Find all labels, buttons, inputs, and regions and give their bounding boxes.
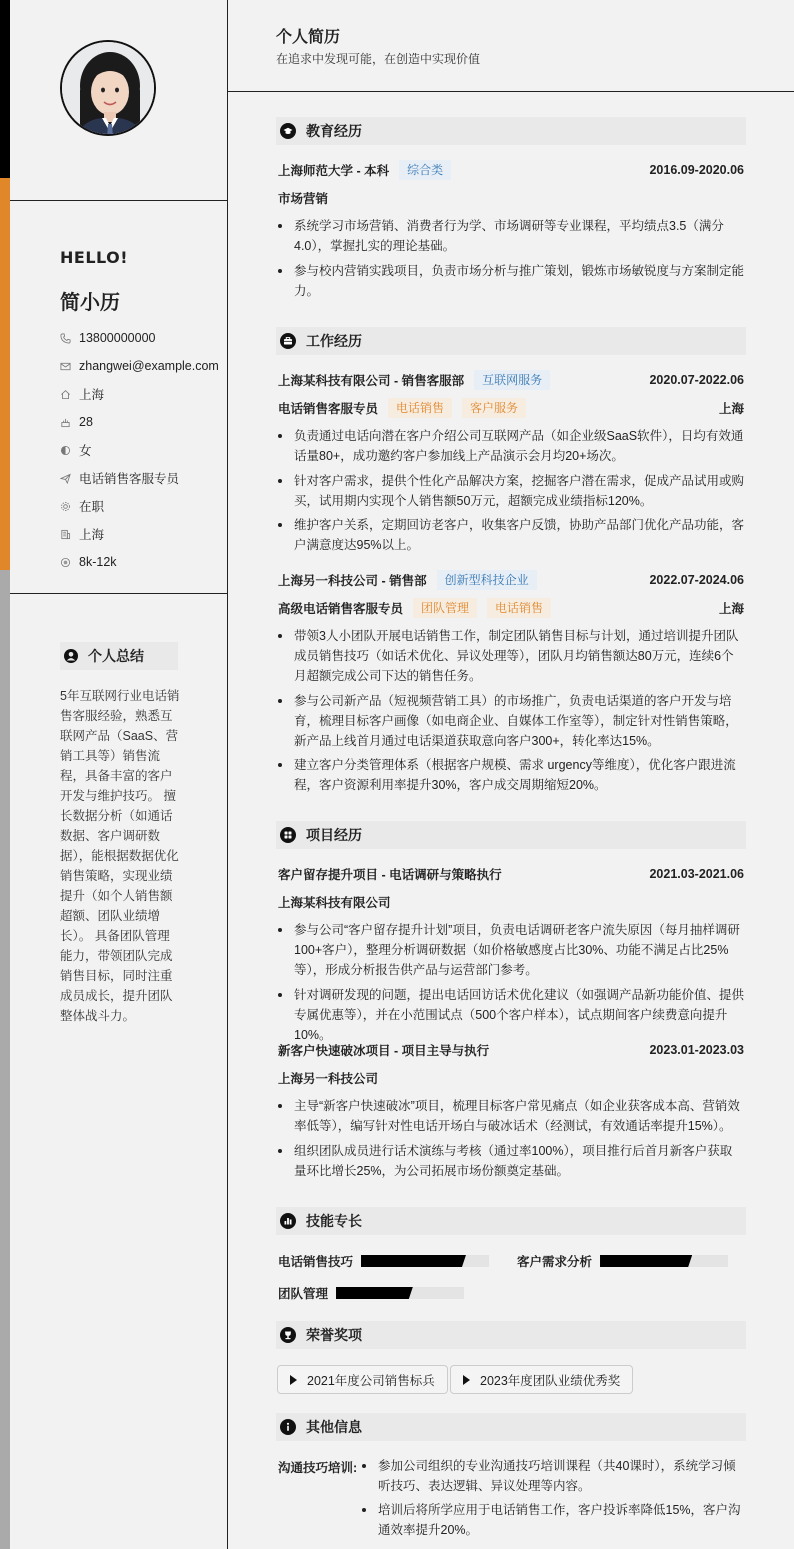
skill-item <box>517 1251 728 1271</box>
work-city-value: 上海 <box>79 528 105 542</box>
skill-name: 客户需求分析 <box>517 1255 593 1269</box>
trophy-icon <box>280 1327 296 1343</box>
skills-title: 技能专长 <box>306 1213 362 1229</box>
coin-icon <box>60 557 71 568</box>
status-row <box>60 492 228 520</box>
projects-heading <box>276 821 746 849</box>
list-item: 系统学习市场营销、消费者行为学、市场调研等专业课程，平均绩点3.5（满分4.0），掌握扎实的理论基础。 <box>278 216 744 256</box>
project-1-row <box>278 864 744 884</box>
awards-heading <box>276 1321 746 1349</box>
school-type-tag: 综合类 <box>399 160 451 180</box>
awards-title: 荣誉奖项 <box>306 1327 362 1343</box>
summary-title: 个人总结 <box>88 648 144 664</box>
skill-item <box>278 1283 464 1303</box>
avatar <box>60 40 156 136</box>
info-icon <box>280 1419 296 1435</box>
salary-row <box>60 548 228 576</box>
project-period: 2023.01-2023.03 <box>649 1043 744 1057</box>
age-row <box>60 408 228 436</box>
play-icon <box>463 1375 470 1385</box>
send-icon <box>60 473 71 484</box>
gear-icon <box>60 501 71 512</box>
summary-heading <box>60 642 178 670</box>
job-position: 电话销售客服专员 <box>278 402 379 416</box>
job-company: 上海另一科技公司 - 销售部 <box>278 574 427 588</box>
gender-row <box>60 436 228 464</box>
contact-info <box>60 324 228 576</box>
job-2-row <box>278 570 744 590</box>
skill-name: 电话销售技巧 <box>278 1255 354 1269</box>
job-position: 高级电话销售客服专员 <box>278 602 404 616</box>
job-target-value: 电话销售客服专员 <box>79 472 180 486</box>
skill-bar <box>600 1255 728 1267</box>
list-item: 主导“新客户快速破冰”项目，梳理目标客户常见痛点（如企业获客成本高、营销效率低等），编写针对性电话开场白与破冰话术（经测试，有效通话率提升15%）。 <box>278 1096 744 1136</box>
industry-tag: 创新型科技企业 <box>437 570 537 590</box>
school-name: 上海师范大学 - 本科 <box>278 164 390 178</box>
project-2-row <box>278 1040 744 1060</box>
gender-icon <box>60 445 71 456</box>
skill-bar-fill <box>361 1255 466 1267</box>
project-org: 上海某科技有限公司 <box>278 896 391 910</box>
skill-tag: 电话销售 <box>388 398 452 418</box>
education-row <box>278 160 744 180</box>
job-location: 上海 <box>718 402 744 416</box>
page-title: 个人简历 <box>276 29 341 46</box>
list-item: 组织团队成员进行话术演练与考核（通过率100%），项目推行后首月新客户获取量环比增长25%，为公司拓展市场份额奠定基础。 <box>278 1141 744 1181</box>
list-item: 针对调研发现的问题，提出电话回访话术优化建议（如强调产品新功能价值、提供专属优惠等），并在小范围试点（500个客户样本），试点期间客户续费意向提升10%。 <box>278 985 744 1045</box>
job-period: 2020.07-2022.06 <box>649 373 744 387</box>
major: 市场营销 <box>278 192 329 206</box>
project-name: 新客户快速破冰项目 - 项目主导与执行 <box>278 1044 490 1058</box>
grid-icon <box>280 827 296 843</box>
phone-row <box>60 324 228 352</box>
job-1-position-row <box>278 398 744 418</box>
education-title: 教育经历 <box>306 123 362 139</box>
list-item: 参与公司新产品（短视频营销工具）的市场推广，负责电话渠道的客户开发与培育，梳理目标客户画像（如电商企业、自媒体工作室等），制定针对性销售策略，新产品上线首月通过电话渠道获取意向客户300+，转化率达15%。 <box>278 691 744 751</box>
skill-bar <box>336 1287 464 1299</box>
other-label: 沟通技巧培训: <box>278 1461 358 1475</box>
industry-tag: 互联网服务 <box>474 370 550 390</box>
cake-icon <box>60 417 71 428</box>
home-icon <box>60 389 71 400</box>
award-item <box>450 1365 633 1394</box>
city-value: 上海 <box>79 388 105 402</box>
job-period: 2022.07-2024.06 <box>649 573 744 587</box>
list-item: 维护客户关系，定期回访老客户，收集客户反馈，协助产品部门优化产品功能，客户满意度达95%以上。 <box>278 515 744 555</box>
project-name: 客户留存提升项目 - 电话调研与策略执行 <box>278 868 502 882</box>
mail-icon <box>60 361 71 372</box>
project-org: 上海另一科技公司 <box>278 1072 379 1086</box>
job-location: 上海 <box>718 602 744 616</box>
gender-value: 女 <box>79 444 92 458</box>
projects-title: 项目经历 <box>306 827 362 843</box>
skill-bar-fill <box>600 1255 692 1267</box>
list-item: 参加公司组织的专业沟通技巧培训课程（共40课时），系统学习倾听技巧、表达逻辑、异议处理等内容。 <box>362 1456 742 1496</box>
skill-tag: 电话销售 <box>487 598 551 618</box>
page-header <box>228 0 794 92</box>
award-label: 2023年度团队业绩优秀奖 <box>480 1373 621 1388</box>
list-item: 带领3人小团队开展电话销售工作，制定团队销售目标与计划，通过培训提升团队成员销售技巧（如话术优化、异议处理等），团队月均销售额达80万元，连续6个月超额完成公司下达的销售任务。 <box>278 626 744 686</box>
page-subtitle: 在追求中发现可能，在创造中实现价值 <box>276 52 481 66</box>
play-icon <box>290 1375 297 1385</box>
job-2-position-row <box>278 598 744 618</box>
skill-tag: 客户服务 <box>462 398 526 418</box>
work-heading <box>276 327 746 355</box>
education-heading <box>276 117 746 145</box>
award-item <box>277 1365 448 1394</box>
award-label: 2021年度公司销售标兵 <box>307 1373 435 1388</box>
email-value: zhangwei@example.com <box>79 359 219 373</box>
list-item: 针对客户需求，提供个性化产品解决方案，挖掘客户潜在需求，促成产品试用或购买，试用期内实现个人销售额50万元，超额完成业绩指标120%。 <box>278 471 744 511</box>
sidebar <box>10 0 228 1549</box>
list-item: 参与公司“客户留存提升计划”项目，负责电话调研老客户流失原因（每月抽样调研100+客户），整理分析调研数据（如价格敏感度占比30%、功能不满足占比25%等），形成分析报告供产品与运营部门参考。 <box>278 920 744 980</box>
work-title: 工作经历 <box>306 333 362 349</box>
age-value: 28 <box>79 415 93 429</box>
skill-bar-fill <box>336 1287 413 1299</box>
graduation-cap-icon <box>280 123 296 139</box>
skill-item <box>278 1251 489 1271</box>
phone-icon <box>60 333 71 344</box>
bar-chart-icon <box>280 1213 296 1229</box>
project-1-org-row <box>278 892 744 912</box>
building-icon <box>60 529 71 540</box>
user-circle-icon <box>64 649 78 663</box>
salary-value: 8k-12k <box>79 555 117 569</box>
briefcase-icon <box>280 333 296 349</box>
list-item: 建立客户分类管理体系（根据客户规模、需求 urgency等维度），优化客户跟进流程，客户资源利用率提升30%，客户成交周期缩短20%。 <box>278 755 744 795</box>
list-item: 参与校内营销实践项目，负责市场分析与推广策划，锻炼市场敏锐度与方案制定能力。 <box>278 261 744 301</box>
skill-bar <box>361 1255 489 1267</box>
work-city-row <box>60 520 228 548</box>
phone-value: 13800000000 <box>79 331 156 345</box>
skills-heading <box>276 1207 746 1235</box>
accent-stripe <box>0 0 10 1549</box>
project-period: 2021.03-2021.06 <box>649 867 744 881</box>
summary-text: 5年互联网行业电话销售客服经验，熟悉互联网产品（SaaS、营销工具等）销售流程，具备丰富的客户开发与维护技巧。 擅长数据分析（如通话数据、客户调研数据），能根据数据优化销售策略，实现业绩提升（如个人销售额超额、团队业绩增长）。 具备团队管理能力，带领团队完成销售目标，同时注重成员成长，提升团队整体战斗力。 <box>60 689 180 1023</box>
major-row <box>278 188 744 208</box>
project-2-org-row <box>278 1068 744 1088</box>
list-item: 培训后将所学应用于电话销售工作，客户投诉率降低15%，客户沟通效率提升20%。 <box>362 1500 742 1540</box>
other-title: 其他信息 <box>306 1419 362 1435</box>
skill-tag: 团队管理 <box>413 598 477 618</box>
city-row <box>60 380 228 408</box>
greeting: HELLO! <box>60 248 129 267</box>
job-target-row <box>60 464 228 492</box>
email-row <box>60 352 228 380</box>
person-name: 简小历 <box>60 292 120 314</box>
job-company: 上海某科技有限公司 - 销售客服部 <box>278 374 465 388</box>
education-period: 2016.09-2020.06 <box>649 163 744 177</box>
list-item: 负责通过电话向潜在客户介绍公司互联网产品（如企业级SaaS软件），日均有效通话量80+，成功邀约客户参加线上产品演示会月均20+场次。 <box>278 426 744 466</box>
other-heading <box>276 1413 746 1441</box>
job-1-row <box>278 370 744 390</box>
skill-name: 团队管理 <box>278 1287 329 1301</box>
status-value: 在职 <box>79 500 105 514</box>
